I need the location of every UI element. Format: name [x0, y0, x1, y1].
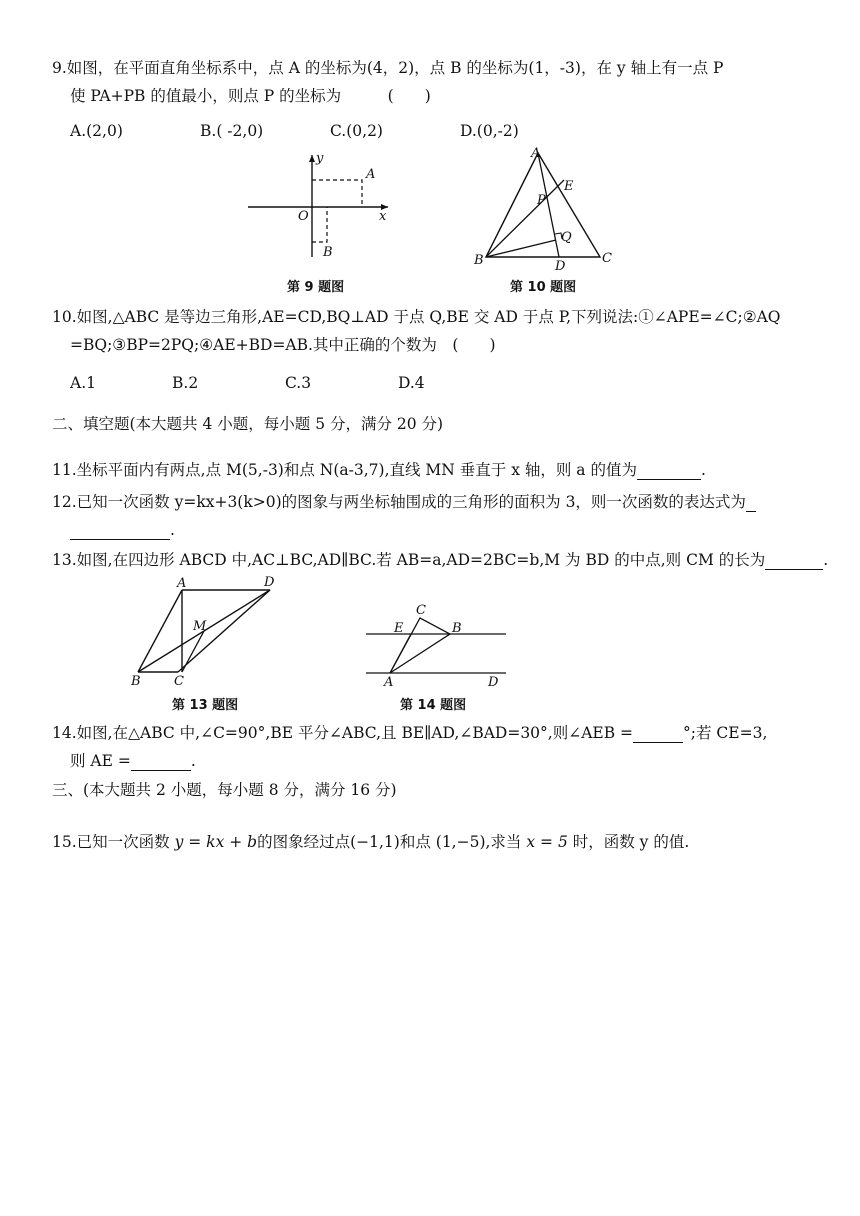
q14-figure — [366, 603, 516, 690]
q9-option-a: A.(2,0) — [70, 122, 123, 140]
label-a: A — [177, 576, 187, 591]
point-b-dashes — [312, 207, 327, 242]
q11-text: 11.坐标平面内有两点,点 M(5,-3)和点 N(a-3,7),直线 MN 垂直于 x 轴，则 a 的值为 — [52, 461, 637, 479]
q9-line1: 9.如图，在平面直角坐标系中，点 A 的坐标为(4，2)，点 B 的坐标为(1，-3)，在 y 轴上有一点 P — [52, 59, 724, 77]
q9-option-d: D.(0,-2) — [460, 122, 519, 140]
q14-end: . — [190, 752, 196, 770]
label-a: A — [384, 675, 394, 690]
q15-formula: y = kx + b — [174, 833, 258, 851]
q13 — [52, 550, 828, 570]
q14-part2: °;若 CE=3, — [683, 724, 768, 742]
q9-option-b: B.( -2,0) — [200, 122, 264, 140]
label-b: B — [474, 253, 484, 268]
q14-part1: 14.如图,在△ABC 中,∠C=90°,BE 平分∠ABC,且 BE∥AD,∠BAD=30°,则∠AEB = — [52, 724, 634, 742]
q12-line2 — [70, 520, 175, 540]
q12 — [52, 492, 756, 512]
q9-figure — [245, 152, 395, 262]
q15-point-2: (1,−5) — [435, 833, 486, 851]
q10-figure — [474, 146, 624, 274]
q15-and: 和点 — [399, 833, 436, 851]
q10-option-b: B.2 — [172, 374, 199, 392]
segment-cd — [178, 590, 270, 672]
q13-fig-caption: 第 13 题图 — [172, 698, 239, 713]
q10-line2: =BQ;③BP=2PQ;④AE+BD=AB.其中正确的个数为 ( ) — [70, 336, 496, 354]
label-d: D — [488, 675, 499, 690]
q13-answer-blank — [765, 553, 823, 570]
label-b: B — [452, 621, 462, 636]
label-d: D — [264, 575, 275, 590]
q11-answer-blank — [637, 463, 701, 480]
q11-end: . — [700, 461, 706, 479]
q14-answer-blank-angle — [633, 726, 683, 743]
q14-line2-text: 则 AE = — [70, 752, 131, 770]
label-e: E — [564, 179, 574, 194]
section-2-heading: 二、填空题(本大题共 4 小题，每小题 5 分，满分 20 分) — [52, 415, 444, 433]
q13-end: . — [823, 551, 829, 569]
q14-fig-caption: 第 14 题图 — [400, 698, 467, 713]
q13-text: 13.如图,在四边形 ABCD 中,AC⊥BC,AD∥BC.若 AB=a,AD=2BC=b,M 为 BD 的中点,则 CM 的长为 — [52, 551, 766, 569]
segment-ab — [138, 590, 182, 672]
label-c: C — [602, 251, 612, 266]
label-c: C — [174, 674, 184, 689]
q15-mid: 的图象经过点 — [257, 833, 351, 851]
point-a-dashes — [312, 180, 362, 207]
q12-answer-blank-b — [70, 523, 170, 540]
q12-end: . — [170, 521, 175, 539]
q15-pre: 15.已知一次函数 — [52, 833, 175, 851]
q15-condition: x = 5 — [526, 833, 568, 851]
label-x: x — [379, 209, 387, 224]
label-m: M — [193, 619, 207, 634]
q10-option-a: A.1 — [70, 374, 96, 392]
q15-point-1: (−1,1) — [350, 833, 400, 851]
segment-ae — [390, 634, 411, 673]
label-a: A — [531, 146, 541, 161]
label-b: B — [323, 245, 333, 260]
label-b: B — [131, 674, 141, 689]
segment-be — [486, 180, 564, 257]
label-o: O — [298, 209, 309, 224]
label-y: y — [316, 151, 324, 166]
q10-option-d: D.4 — [398, 374, 425, 392]
q15-post: 时，函数 y 的值. — [567, 833, 690, 851]
q9-line2: 使 PA+PB 的值最小，则点 P 的坐标为 ( ) — [70, 87, 431, 105]
label-e: E — [394, 621, 404, 636]
q15 — [52, 832, 689, 852]
segment-bq — [486, 240, 556, 257]
q14-line2 — [70, 751, 196, 771]
q12-text: 12.已知一次函数 y=kx+3(k>0)的图象与两坐标轴围成的三角形的面积为 3，则一次函数的表达式为 — [52, 493, 746, 511]
q14-answer-blank-ae — [131, 754, 191, 771]
q11 — [52, 460, 706, 480]
label-a: A — [366, 167, 376, 182]
y-axis-arrow — [309, 155, 315, 162]
q9-option-c: C.(0,2) — [330, 122, 383, 140]
q14-line1 — [52, 723, 767, 743]
q10-option-c: C.3 — [285, 374, 312, 392]
q15-mid2: ,求当 — [485, 833, 527, 851]
q10-fig-caption: 第 10 题图 — [510, 280, 577, 295]
label-c: C — [416, 603, 426, 618]
q10-line1: 10.如图,△ABC 是等边三角形,AE=CD,BQ⊥AD 于点 Q,BE 交 AD 于点 P,下列说法:①∠APE=∠C;②AQ — [52, 308, 781, 326]
q9-fig-caption: 第 9 题图 — [287, 280, 345, 295]
label-d: D — [555, 259, 566, 274]
label-q: Q — [561, 230, 572, 245]
q12-answer-blank-a — [746, 495, 756, 512]
label-p: P — [537, 193, 546, 208]
section-3-heading: 三、(本大题共 2 小题，每小题 8 分，满分 16 分) — [52, 781, 397, 799]
q13-figure — [130, 575, 290, 689]
